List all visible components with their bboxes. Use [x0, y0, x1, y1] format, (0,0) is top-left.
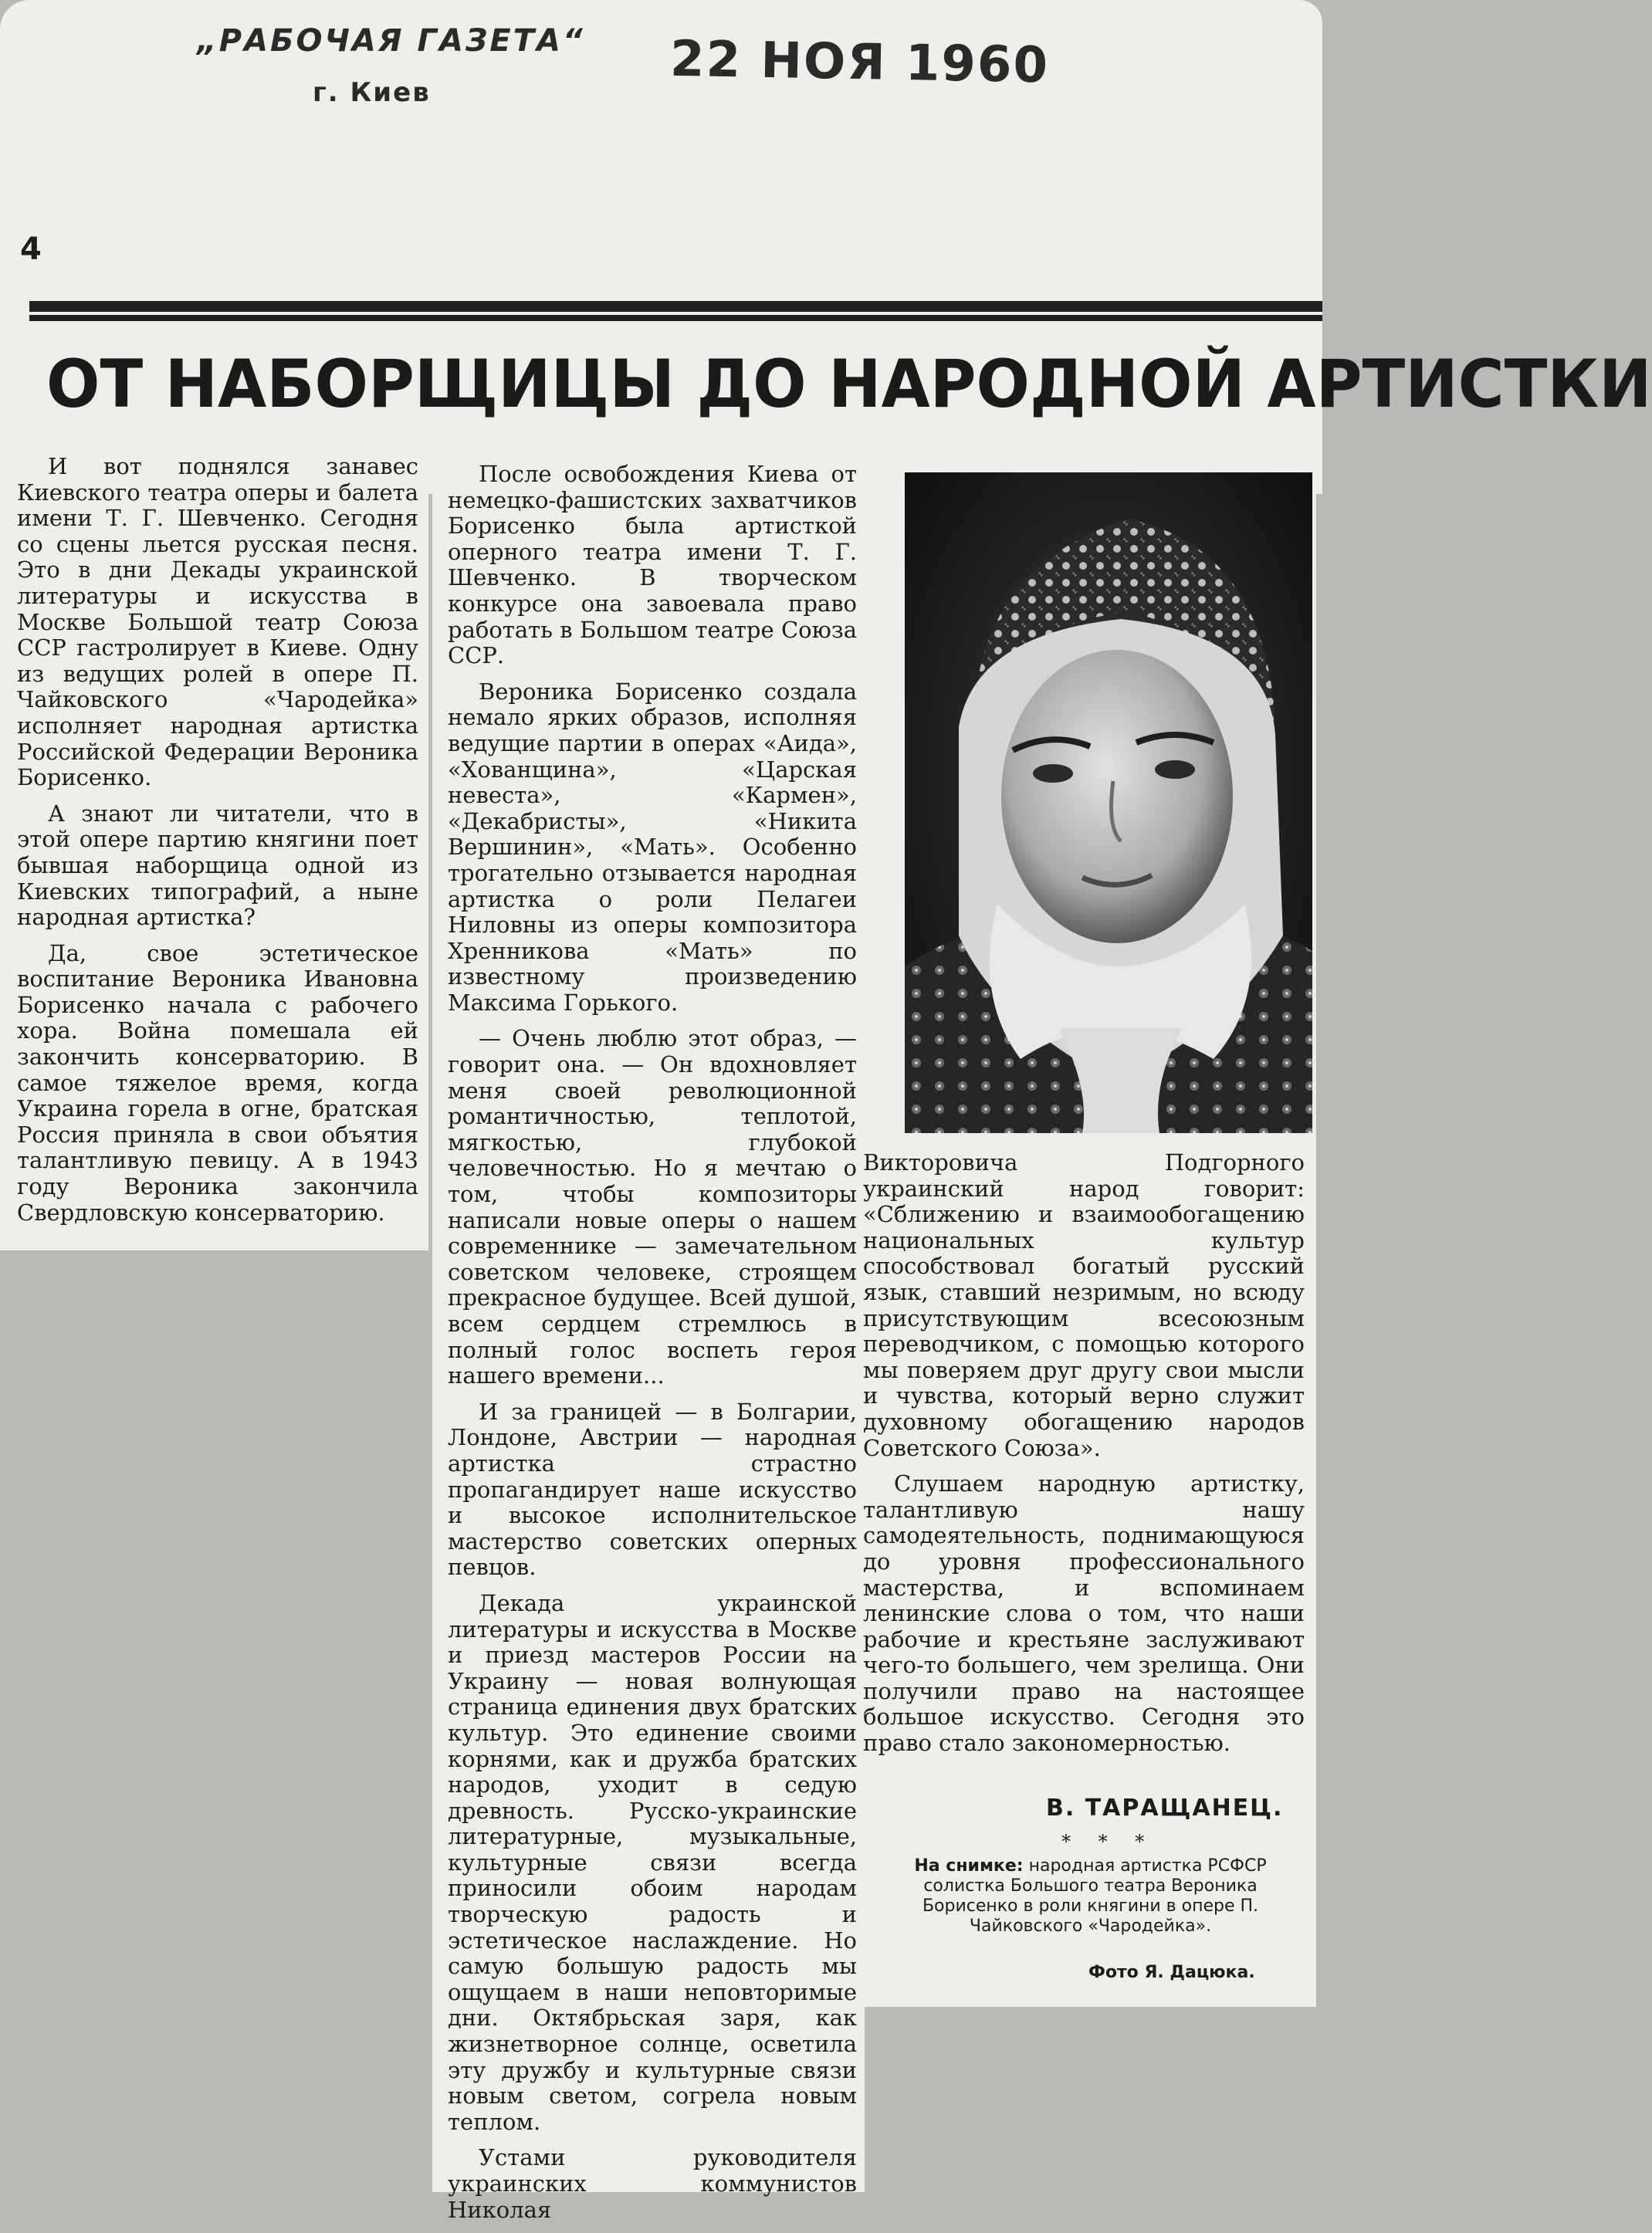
column-3 — [863, 1150, 1305, 1767]
paragraph: Слушаем народную артистку, талантливую нашу самодеятельность, поднимающуюся до уровня профессионального мастерства, и вспоминаем ленинские слова о том, что наши рабочие и крестьяне заслуживают чего-то большего, чем зрелища. Они получили право на настоящее большое искусство. Сегодня это право стало закономерностью. — [863, 1470, 1305, 1757]
city-stamp: г. Киев — [313, 77, 431, 108]
paragraph: После освобождения Киева от немецко-фашистских захватчиков Борисенко была артисткой оперного театра имени Т. Г. Шевченко. В творческом конкурсе она завоевала право работать в Большом театре Союза ССР. — [448, 461, 857, 669]
article-headline: ОТ НАБОРЩИЦЫ ДО НАРОДНОЙ АРТИСТКИ — [46, 346, 1652, 423]
paragraph: Декада украинской литературы и искусства в Москве и приезд мастеров России на Украину — новая волнующая страница единения двух братских культур. Это единение своими корнями, как и дружба братских народов, уходит в седую древность. Русско-украинские литературные, музыкальные, культурные связи всегда приносили обоим народам творческую радость и эстетическое наслаждение. Но самую большую радость мы ощущаем в наши неповторимые дни. Октябрьская заря, как жизнетворное солнце, осветила эту дружбу и культурные связи новым светом, согрела новым теплом. — [448, 1589, 857, 2135]
paragraph: Да, свое эстетическое воспитание Вероника Ивановна Борисенко начала с рабочего хора. Война помешала ей закончить консерваторию. В самое тяжелое время, когда Украина горела в огне, братская Россия приняла в свои объятия талантливую певицу. А в 1943 году Вероника закончила Свердловскую консерваторию. — [17, 939, 418, 1226]
photo-caption — [892, 1856, 1289, 1937]
paragraph: А знают ли читатели, что в этой опере партию княгини поет бывшая наборщица одной из Киевских типографий, а ныне народная артистка? — [17, 800, 418, 931]
paragraph: Устами руководителя украинских коммунистов Николая — [448, 2144, 857, 2223]
paragraph: Вероника Борисенко создала немало ярких образов, исполняя ведущие партии в операх «Аида», «Хованщина», «Царская невеста», «Кармен», «Декабристы», «Никита Вершинин», «Мать». Особенно трогательно отзывается народная артистка о роли Пелагеи Ниловны из оперы композитора Хренникова «Мать» по известному произведению Максима Горького. — [448, 678, 857, 1016]
date-stamp: 22 НОЯ 1960 — [669, 30, 1050, 95]
paragraph: И вот поднялся занавес Киевского театра оперы и балета имени Т. Г. Шевченко. Сегодня со сцены льется русская песня. Это в дни Декады украинской литературы и искусства в Москве Большой театр Союза ССР гастролирует в Киеве. Одну из ведущих ролей в опере П. Чайковского «Чародейка» исполняет народная артистка Российской Федерации Вероника Борисенко. — [17, 453, 418, 791]
portrait-illustration — [905, 472, 1312, 1133]
paragraph: И за границей — в Болгарии, Лондоне, Австрии — народная артистка страстно пропагандирует наше искусство и высокое исполнительское мастерство советских оперных певцов. — [448, 1398, 857, 1581]
photo-credit: Фото Я. Дацюка. — [1088, 1963, 1255, 1982]
author-signature: В. ТАРАЩАНЕЦ. — [1046, 1795, 1284, 1822]
separator-stars: * * * — [1061, 1831, 1156, 1852]
page-number: 4 — [20, 232, 42, 267]
column-1 — [17, 454, 418, 1236]
header-rule — [29, 301, 1322, 315]
paragraph: Викторовича Подгорного украинский народ говорит: «Сближению и взаимообогащению национальных культур способствовал богатый русский язык, ставший незримым, но всюду присутствующим всесоюзным переводчиком, с помощью которого мы поверяем друг другу свои мысли и чувства, который верно служит духовному обогащению народов Советского Союза». — [863, 1149, 1305, 1461]
column-2 — [448, 462, 857, 2233]
caption-text: народная артистка РСФСР солистка Большого театра Вероника Борисенко в роли княгини в опере П. Чайковского «Чародейка». — [922, 1856, 1267, 1936]
newspaper-stamp: „РАБОЧАЯ ГАЗЕТА“ — [197, 23, 585, 59]
caption-label: На снимке: — [914, 1856, 1024, 1876]
portrait-photo — [905, 472, 1312, 1133]
paragraph: — Очень люблю этот образ, — говорит она. — Он вдохновляет меня своей революционной романтичностью, теплотой, мягкостью, глубокой человечностью. Но я мечтаю о том, чтобы композиторы написали новые оперы о нашем современнике — замечательном советском человеке, строящем прекрасное будущее. Всей душой, всем сердцем стремлюсь в полный голос воспеть героя нашего времени... — [448, 1025, 857, 1389]
